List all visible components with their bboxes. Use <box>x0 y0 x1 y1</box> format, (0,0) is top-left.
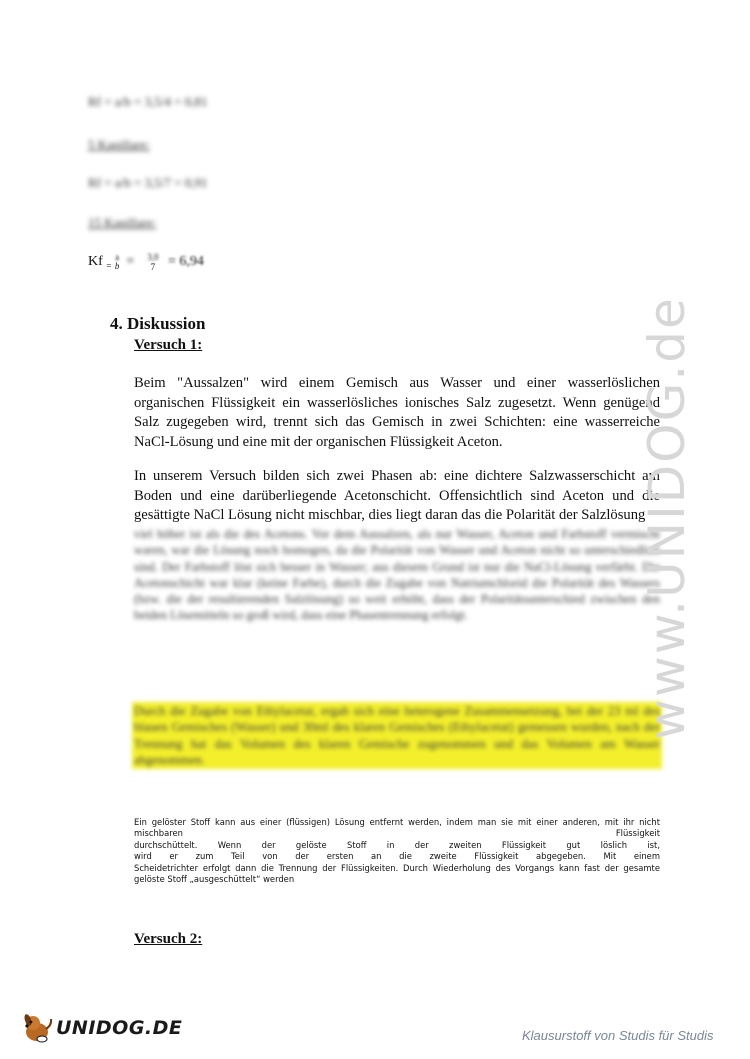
small-line: durchschüttelt. Wenn der gelöste Stoff in der zweiten Flüssigkeit gut löslich ist, <box>134 839 660 850</box>
caption-5-kapillare: 5 Kapillare: <box>88 137 150 152</box>
formula-num: 3,0 <box>147 252 159 262</box>
small-line: Ein gelöster Stoff kann aus einer (flüssigen) Lösung entfernt werden, indem man sie mit einer anderen, mit ihr nicht <box>134 817 660 827</box>
formula-fraction-num <box>147 252 158 272</box>
footer-tagline: Klausurstoff von Studis für Studis <box>522 1028 714 1043</box>
formula-fraction-ab <box>115 253 120 271</box>
section-heading: 4. Diskussion <box>110 314 206 333</box>
dog-icon <box>20 1011 54 1045</box>
paragraph-aussalzen: Beim "Aussalzen" wird einem Gemisch aus Wasser und einer wasserlöslichen organischen Flüssigkeit ein wasserlösliches ionisches Salz zugesetzt. Wenn genügend Salz zugegeben wird, trennt sich das Gemisch in zwei Schichten: eine wasserreiche NaCl-Lösung und eine mit der organischen Flüssigkeit Aceton. <box>134 375 660 450</box>
logo-text: UNIDOG.DE <box>56 1017 183 1039</box>
formula-line-2: Rf = a/b = 3,5/7 = 0,91 <box>88 175 208 190</box>
small-line: gelöste Stoff „ausgeschüttelt“ werden <box>134 874 295 885</box>
highlighted-paragraph: Durch die Zugabe von Ethylacetat, ergab sich eine heterogene Zusammensetzung, bei der 23 ml des blauen Gemisches (Wasser) und 30ml des klaren Gemisches (Ethylacetat) gemessen wurden, nach der Trennung hat das Volumen des klaren Gemische zugenommen und das Volumen am Wasser abgenommen. <box>134 704 660 767</box>
subheading-versuch-2: Versuch 2: <box>134 931 203 947</box>
formula-line-1: Rf = a/b = 3,5/4 = 0,81 <box>88 94 208 109</box>
formula-line-3: Kf $_=$ a b = 3,0 7 = 6,94 <box>88 252 204 272</box>
formula-var-a: a <box>115 252 120 262</box>
small-line: Scheidetrichter erfolgt dann die Trennung der Flüssigkeiten. Durch Wiederholung des Vorgangs kann fast der gesamte <box>134 862 660 873</box>
watermark: www.UNIDOG.de <box>638 296 696 740</box>
formula-result: = 6,94 <box>168 254 204 270</box>
formula-lhs: Kf <box>88 254 103 270</box>
formula-var-b: b <box>114 261 120 271</box>
unidog-logo <box>20 1011 182 1045</box>
small-line: wird er zum Teil von der ersten an die zweite Flüssigkeit abgegeben. Mit einem <box>134 851 660 862</box>
subheading-versuch-1: Versuch 1: <box>134 337 203 353</box>
caption-15-kapillare: 15 Kapillare: <box>88 215 157 230</box>
small-line: mischbaren Flüssigkeit <box>134 828 660 839</box>
paragraph-blurred: viel höher ist als die des Acetons. Vor dem Aussalzen, als nur Wasser, Aceton und Farbstoff vermischt waren, war die Lösung noch homogen, da die Polarität von Wasser und Aceton nicht so unterschiedlich sind. Der Farbstoff löst sich besser in Wasser; aus diesem Grund ist nur die NaCl-Lösung verfärbt. Die Acetonschicht war klar (keine Farbe), durch die Zugabe von Natriumchlorid die Polarität des Wassers (bzw. die der resultierenden Salzlösung) so weit erhöht, dass der Polaritätsunterschied zwischen den beiden Lösemitteln so groß wird, dass eine Phasentrennung erfolgt. <box>134 527 660 623</box>
formula-eq: = <box>106 261 112 272</box>
highlighted-block <box>132 702 662 769</box>
small-paragraph <box>134 817 660 885</box>
formula-den: 7 <box>150 262 156 272</box>
paragraph-versuch: In unserem Versuch bilden sich zwei Phasen ab: eine dichtere Salzwasserschicht am Boden und eine darüberliegende Acetonschicht. Offensichtlich sind Aceton und die gesättigte NaCl Lösung nicht mischbar, dies liegt daran das die Polarität der Salzlösung <box>134 468 660 523</box>
